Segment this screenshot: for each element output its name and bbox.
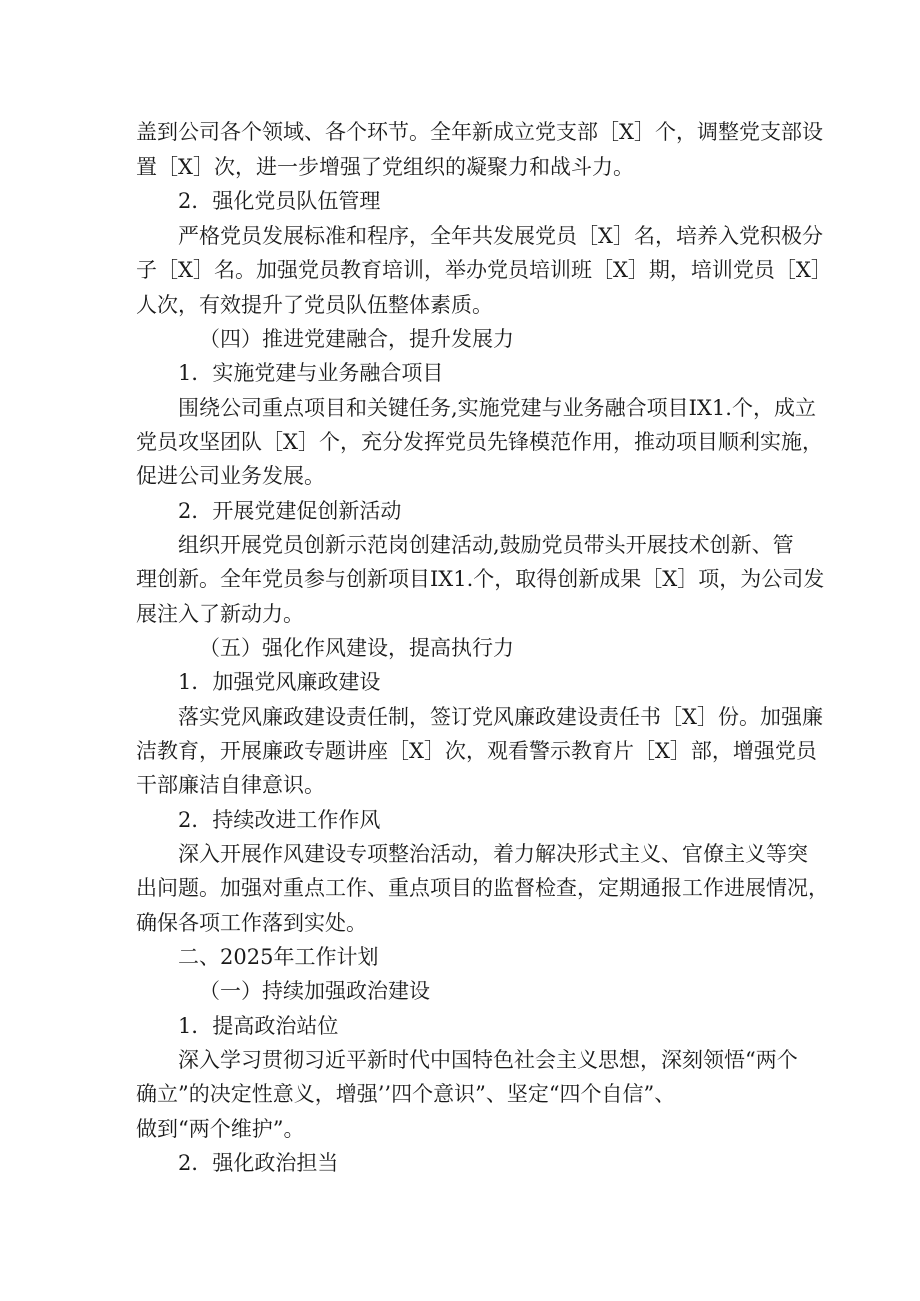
body-text-line: 人次，有效提升了党员队伍整体素质。 [136, 293, 493, 317]
body-text-line: 盖到公司各个领域、各个环节。全年新成立党支部［X］个，调整党支部设 [136, 120, 823, 144]
subsection-heading: 2．开展党建促创新活动 [178, 499, 402, 523]
body-text-line: 组织开展党员创新示范岗创建活动,鼓励党员带头开展技术创新、管 [178, 533, 794, 557]
subsection-heading: 2．持续改进工作作风 [178, 808, 381, 832]
subsection-heading: 1．实施党建与业务融合项目 [178, 361, 444, 385]
body-text-line: 促进公司业务发展。 [136, 464, 325, 488]
subsection-heading: 1．提高政治站位 [178, 1014, 339, 1038]
body-text-line: 洁教育，开展廉政专题讲座［X］次，观看警示教育片［X］部，增强党员 [136, 739, 817, 763]
body-text-line: 理创新。全年党员参与创新项目IX1.个，取得创新成果［X］项，为公司发 [136, 567, 825, 591]
body-text-line: 围绕公司重点项目和关键任务,实施党建与业务融合项目IX1.个，成立 [178, 396, 816, 420]
body-text-line: 出问题。加强对重点工作、重点项目的监督检查，定期通报工作进展情况， [136, 876, 829, 900]
body-text-line: 确立”的决定性意义，增强’’四个意识”、坚定“四个自信”、 [136, 1082, 676, 1106]
body-text-line: 落实党风廉政建设责任制，签订党风廉政建设责任书［X］份。加强廉 [178, 705, 823, 729]
section-heading: （四）推进党建融合，提升发展力 [199, 327, 514, 351]
body-text-line: 深入开展作风建设专项整治活动，着力解决形式主义、官僚主义等突 [178, 842, 808, 866]
subsection-heading: 2．强化党员队伍管理 [178, 189, 381, 213]
section-heading: （一）持续加强政治建设 [199, 979, 430, 1003]
body-text-line: 做到“两个维护”。 [136, 1117, 305, 1141]
body-text-line: 干部廉洁自律意识。 [136, 773, 325, 797]
body-text-line: 置［X］次，进一步增强了党组织的凝聚力和战斗力。 [136, 155, 634, 179]
body-text-line: 展注入了新动力。 [136, 602, 304, 626]
body-text-line: 党员攻坚团队［X］个，充分发挥党员先锋模范作用，推动项目顺利实施， [136, 430, 823, 454]
body-text-line: 子［X］名。加强党员教育培训，举办党员培训班［X］期，培训党员［X］ [136, 258, 832, 282]
subsection-heading: 1．加强党风廉政建设 [178, 670, 381, 694]
chapter-heading: 二、2025年工作计划 [178, 945, 379, 969]
body-text-line: 严格党员发展标准和程序，全年共发展党员［X］名，培养入党积极分 [178, 224, 823, 248]
subsection-heading: 2．强化政治担当 [178, 1151, 339, 1175]
body-text-line: 确保各项工作落到实处。 [136, 911, 367, 935]
section-heading: （五）强化作风建设，提高执行力 [199, 636, 514, 660]
body-text-line: 深入学习贯彻习近平新时代中国特色社会主义思想，深刻领悟“两个 [178, 1048, 798, 1072]
